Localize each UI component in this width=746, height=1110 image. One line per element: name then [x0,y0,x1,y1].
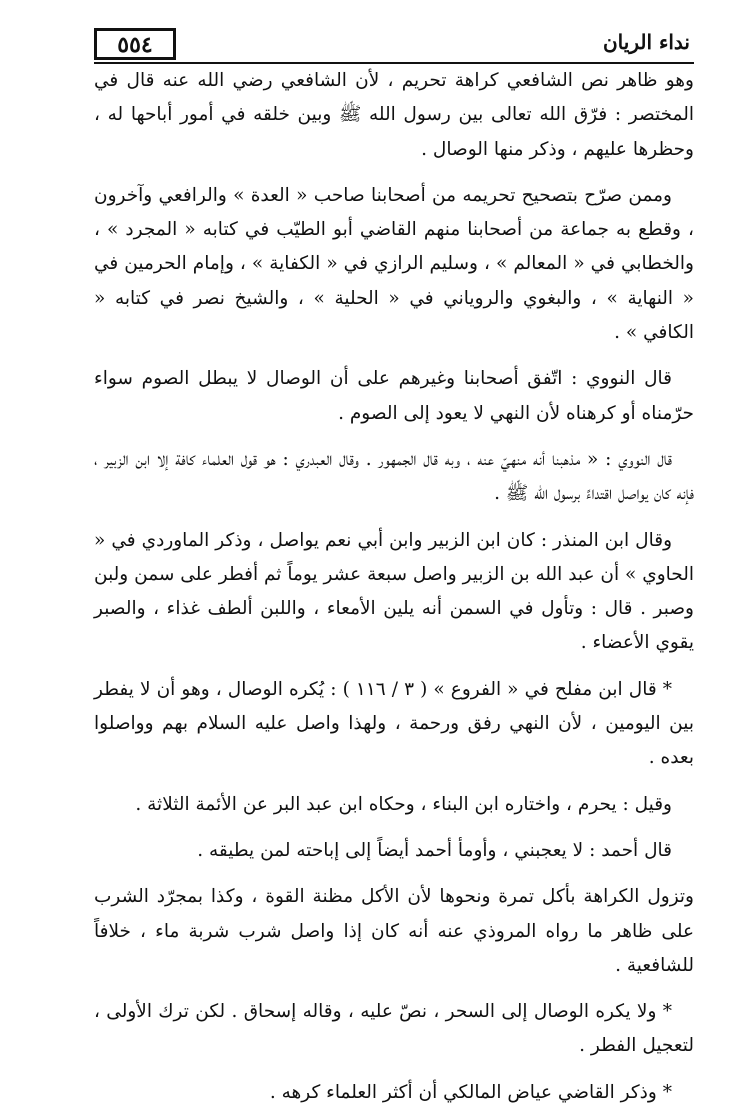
paragraph-11: * وذكر القاضي عياض المالكي أن أكثر العلماء كرهه . [269,1081,672,1103]
paragraph-8: قال أحمد : لا يعجبني ، وأومأ أحمد أيضاً إلى إباحته لمن يطيقه . [197,839,672,861]
paragraph-7: وقيل : يحرم ، واختاره ابن البناء ، وحكاه ابن عبد البر عن الأئمة الثلاثة . [135,793,672,815]
running-title: نداء الريان [602,30,690,54]
paragraph-5: وقال ابن المنذر : كان ابن الزبير وابن أبي نعم يواصل ، وذكر الماوردي في « الحاوي » أن عبد الله بن الزبير واصل سبعة عشر يوماً ثم أفطر على سمن ولبن وصبر . قال : وتأول في السمن أنه يلين الأمعاء ، واللبن ألطف غذاء ، والصبر يقوي الأعضاء . [94,529,694,654]
paragraph-2: وممن صرّح بتصحيح تحريمه من أصحابنا صاحب « العدة » والرافعي وآخرون ، وقطع به جماعة من أصحابنا منهم القاضي أبو الطيّب في كتابه « المجرد » ، والخطابي في « المعالم » ، وسليم الرازي في « الكفاية » ، وإمام الحرمين في « النهاية » ، والبغوي والروياني في « الحلية » ، والشيخ نصر في كتابه « الكافي » . [94,184,694,344]
page-header [94,28,694,64]
paragraph-3: قال النووي : اتّفق أصحابنا وغيرهم على أن الوصال لا يبطل الصوم سواء حرّمناه أو كرهناه لأن النهي لا يعود إلى الصوم . [94,368,694,424]
paragraph-1: وهو ظاهر نص الشافعي كراهة تحريم ، لأن الشافعي رضي الله عنه قال في المختصر : فرّق الله تعالى بين رسول الله ﷺ وبين خلقه في أمور أباحها له ، وحظرها عليهم ، وذكر منها الوصال . [94,70,694,160]
paragraph-4: قال النووي : « مذهبنا أنه منهيّ عنه ، وبه قال الجمهور . وقال العبدري : هو قول العلماء كافة إلا ابن الزبير ، فإنه كان يواصل اقتداءً برسول الله ﷺ . [94,448,694,505]
paragraph-9: وتزول الكراهة بأكل تمرة ونحوها لأن الأكل مظنة القوة ، وكذا بمجرّد الشرب على ظاهر ما رواه المروذي عنه أنه كان إذا واصل شرب شربة ماء ، خلافاً للشافعية . [94,886,694,976]
body-text [94,64,694,1110]
page-number: ٥٥٤ [94,28,176,60]
paragraph-10: * ولا يكره الوصال إلى السحر ، نصّ عليه ، وقاله إسحاق . لكن ترك الأولى ، لتعجيل الفطر . [94,1001,694,1057]
paragraph-6: * قال ابن مفلح في « الفروع » ( ٣ / ١١٦ ) : يُكره الوصال ، وهو أن لا يفطر بين اليومين ، لأن النهي رفق ورحمة ، ولهذا واصل عليه السلام بهم وواصلوا بعده . [94,678,694,769]
